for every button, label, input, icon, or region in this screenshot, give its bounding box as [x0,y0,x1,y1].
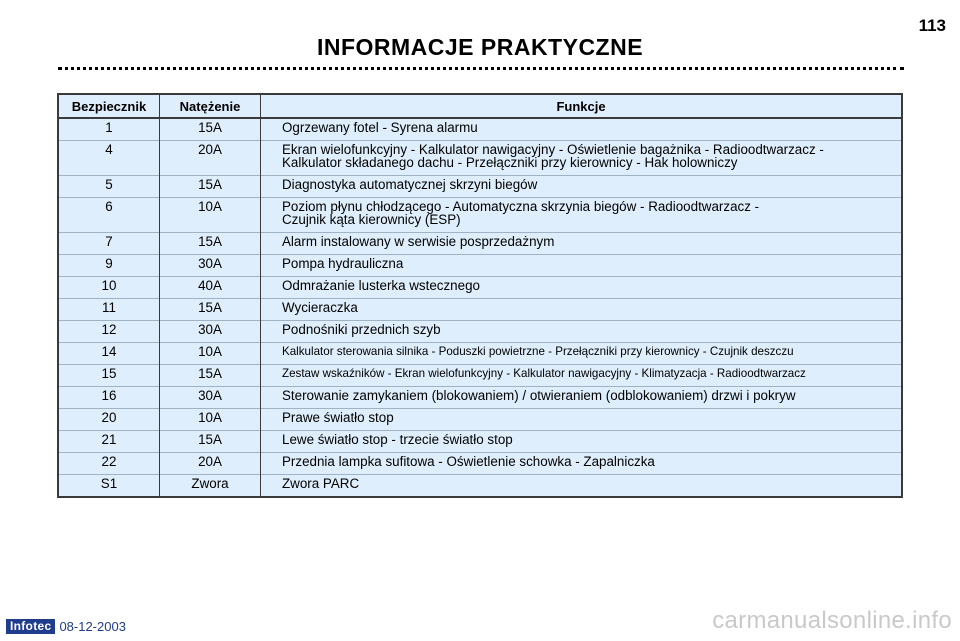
functions-cell: Odmrażanie lusterka wstecznego [261,277,903,299]
amperage-cell: 15A [160,233,261,255]
fuse-number-cell: 12 [58,321,160,343]
amperage-cell: 30A [160,387,261,409]
page-number: 113 [918,16,946,35]
table-row [58,141,902,176]
functions-cell: Alarm instalowany w serwisie posprzedażnym [261,233,903,255]
header-functions: Funkcje [261,94,903,118]
footer-date: 08-12-2003 [59,619,126,634]
footer [6,619,126,634]
fuse-number-cell: 1 [58,118,160,141]
table-row [58,343,902,365]
amperage-cell: 15A [160,176,261,198]
functions-cell: Diagnostyka automatycznej skrzyni biegów [261,176,903,198]
functions-cell: Poziom płynu chłodzącego - Automatyczna skrzynia biegów - Radioodtwarzacz - Czujnik kąta kierownicy (ESP) [261,198,903,233]
table-row [58,118,902,141]
fuse-number-cell: 4 [58,141,160,176]
fuse-number-cell: 11 [58,299,160,321]
amperage-cell: 30A [160,255,261,277]
table-row [58,176,902,198]
amperage-cell: 20A [160,141,261,176]
functions-cell: Podnośniki przednich szyb [261,321,903,343]
functions-cell: Kalkulator sterowania silnika - Poduszki powietrzne - Przełączniki przy kierownicy - Czujnik deszczu [261,343,903,365]
functions-cell: Ekran wielofunkcyjny - Kalkulator nawigacyjny - Oświetlenie bagażnika - Radioodtwarzacz - Kalkulator składanego dachu - Przełączniki przy kierownicy - Hak holowniczy [261,141,903,176]
amperage-cell: 10A [160,409,261,431]
amperage-cell: 10A [160,198,261,233]
fuse-number-cell: 7 [58,233,160,255]
fuse-table [57,93,903,498]
fuse-number-cell: 5 [58,176,160,198]
functions-cell: Lewe światło stop - trzecie światło stop [261,431,903,453]
functions-cell: Przednia lampka sufitowa - Oświetlenie schowka - Zapalniczka [261,453,903,475]
functions-cell: Wycieraczka [261,299,903,321]
functions-cell: Zwora PARC [261,475,903,498]
fuse-number-cell: 9 [58,255,160,277]
table-row [58,321,902,343]
functions-cell: Pompa hydrauliczna [261,255,903,277]
table-row [58,387,902,409]
table-row [58,277,902,299]
functions-cell: Ogrzewany fotel - Syrena alarmu [282,120,478,135]
amperage-cell: 40A [160,277,261,299]
functions-cell: Zestaw wskaźników - Ekran wielofunkcyjny - Kalkulator nawigacyjny - Klimatyzacja - Radioodtwarzacz [261,365,903,387]
table-header-row [58,94,902,118]
dotted-divider [58,67,904,70]
amperage-cell: 15A [160,365,261,387]
table-row [58,475,902,498]
table-row [58,299,902,321]
amperage-cell: 20A [160,453,261,475]
fuse-number-cell: S1 [58,475,160,498]
table-row [58,431,902,453]
watermark: carmanualsonline.info [712,607,952,634]
table-row [58,365,902,387]
table-row [58,233,902,255]
page-title: INFORMACJE PRAKTYCZNE [316,34,644,60]
table-row [58,198,902,233]
fuse-number-cell: 22 [58,453,160,475]
fuse-number-cell: 15 [58,365,160,387]
amperage-cell: 15A [160,299,261,321]
table-row [58,255,902,277]
amperage-cell: 15A [160,431,261,453]
table-row [58,453,902,475]
fuse-number-cell: 16 [58,387,160,409]
table-body [58,118,902,497]
fuse-number-cell: 20 [58,409,160,431]
fuse-number-cell: 10 [58,277,160,299]
header-fuse: Bezpiecznik [58,94,160,118]
amperage-cell: 10A [160,343,261,365]
amperage-cell: 15A [160,118,261,141]
fuse-number-cell: 14 [58,343,160,365]
amperage-cell: Zwora [160,475,261,498]
functions-cell: Sterowanie zamykaniem (blokowaniem) / otwieraniem (odblokowaniem) drzwi i pokryw [261,387,903,409]
amperage-cell: 30A [160,321,261,343]
header-amperage: Natężenie [160,94,261,118]
table-row [58,409,902,431]
fuse-number-cell: 21 [58,431,160,453]
infotec-logo: Infotec [6,619,55,634]
fuse-number-cell: 6 [58,198,160,233]
functions-cell: Prawe światło stop [261,409,903,431]
